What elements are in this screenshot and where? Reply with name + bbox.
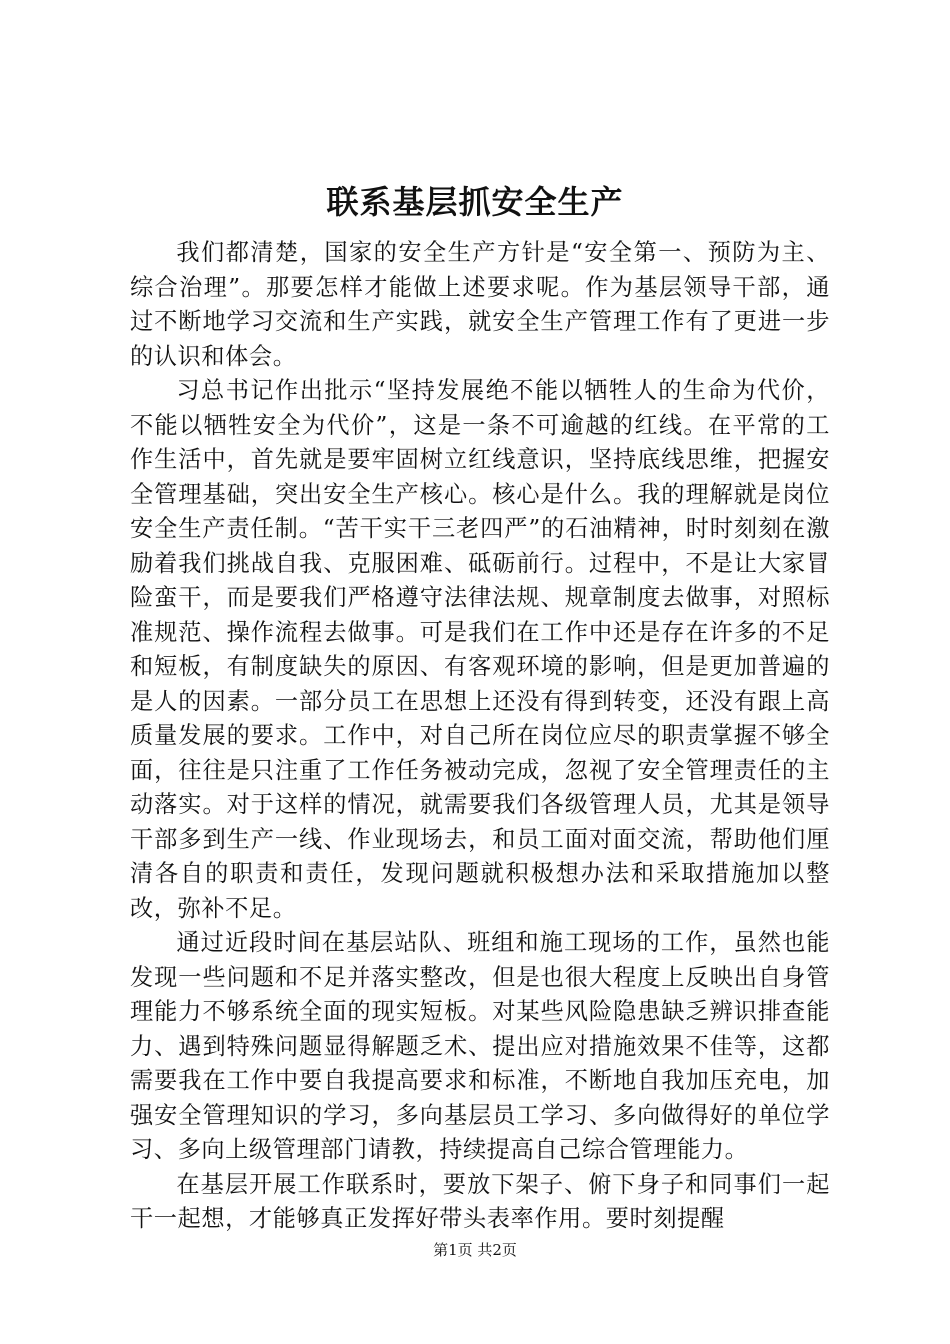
paragraph-1: 我们都清楚，国家的安全生产方针是“安全第一、预防为主、综合治理”。那要怎样才能做上述要求呢。作为基层领导干部，通过不断地学习交流和生产实践，就安全生产管理工作有了更进一步的认识和体会。 (130, 239, 830, 370)
page-number-footer: 第1页 共2页 (433, 1241, 517, 1259)
paragraph-3: 通过近段时间在基层站队、班组和施工现场的工作，虽然也能发现一些问题和不足并落实整改，但是也很大程度上反映出自身管理能力不够系统全面的现实短板。对某些风险隐患缺乏辨识排查能力、遇到特殊问题显得解题乏术、提出应对措施效果不佳等，这都需要我在工作中要自我提高要求和标准，不断地自我加压充电，加强安全管理知识的学习，多向基层员工学习、多向做得好的单位学习、多向上级管理部门请教，持续提高自己综合管理能力。 (130, 929, 830, 1163)
paragraph-4: 在基层开展工作联系时，要放下架子、俯下身子和同事们一起干一起想，才能够真正发挥好带头表率作用。要时刻提醒 (130, 1170, 830, 1232)
paragraph-2: 习总书记作出批示“坚持发展绝不能以牺牲人的生命为代价，不能以牺牲安全为代价”，这是一条不可逾越的红线。在平常的工作生活中，首先就是要牢固树立红线意识，坚持底线思维，把握安全管理基础，突出安全生产核心。核心是什么。我的理解就是岗位安全生产责任制。“苦干实干三老四严”的石油精神，时时刻刻在激励着我们挑战自我、克服困难、砥砺前行。过程中，不是让大家冒险蛮干，而是要我们严格遵守法律法规、规章制度去做事，对照标准规范、操作流程去做事。可是我们在工作中还是存在许多的不足和短板，有制度缺失的原因、有客观环境的影响，但是更加普遍的是人的因素。一部分员工在思想上还没有得到转变，还没有跟上高质量发展的要求。工作中，对自己所在岗位应尽的职责掌握不够全面，往往是只注重了工作任务被动完成，忽视了安全管理责任的主动落实。对于这样的情况，就需要我们各级管理人员，尤其是领导干部多到生产一线、作业现场去，和员工面对面交流，帮助他们厘清各自的职责和责任，发现问题就积极想办法和采取措施加以整改，弥补不足。 (130, 377, 830, 922)
document-body (130, 236, 830, 1237)
document-title: 联系基层抓安全生产 (326, 183, 624, 221)
